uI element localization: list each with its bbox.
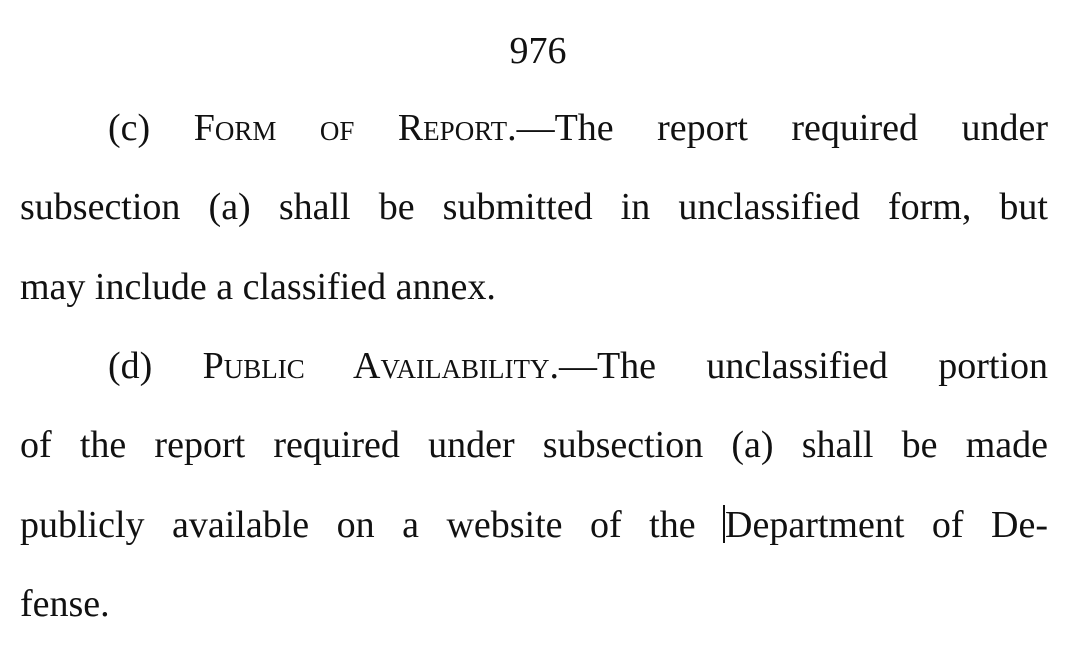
section-c-line-2: subsection (a) shall be submitted in unclassified form, but [20,186,1048,228]
section-d-text-1: The unclassified portion [596,345,1048,387]
section-c-text-1: The report required under [554,107,1048,149]
section-d-text-3a: publicly available on a website of the [20,504,724,546]
section-c-heading: Form of Report. [193,107,517,149]
section-c-line-3: may include a classified annex. [20,266,496,308]
section-d-text-3b: Department of De- [725,504,1048,546]
section-d-line-1 [108,343,1048,389]
section-c-dash: — [516,107,555,149]
section-d-line-2: of the report required under subsection (a) shall be made [20,424,1048,466]
section-d-dash: — [558,345,597,387]
section-d-line-4: fense. [20,583,110,625]
page-number: 976 [509,30,567,72]
section-c-line-1 [108,105,1048,151]
section-c-designation: (c) [108,107,151,149]
section-d-line-3 [20,502,1048,548]
section-d-heading: Public Availability. [202,345,559,387]
section-d-designation: (d) [108,345,153,387]
